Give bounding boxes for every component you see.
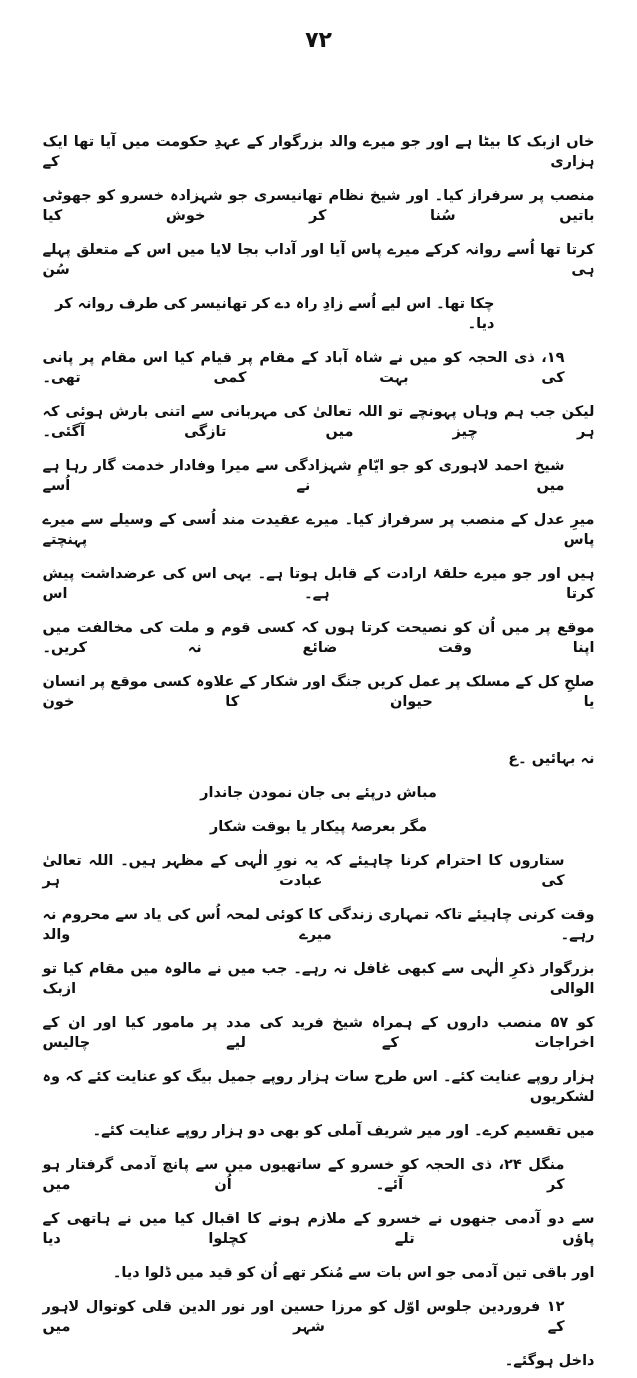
document-page: [43, 0, 595, 1378]
text-line: بزرگوار ذکرِ الٰہی سے کبھی غافل نہ رہے۔ جب میں نے مالوہ میں مقام کیا تو الوالی ازبک: [42, 961, 595, 997]
text-line: شیخ احمد لاہوری کو جو ایّامِ شہزادگی سے میرا وفادار خدمت گار رہا ہے میں نے اُسے: [42, 458, 565, 494]
text-line: ہزار روپے عنایت کئے۔ اس طرح سات ہزار روپے جمیل بیگ کو عنایت کئے کہ وہ لشکریوں: [42, 1069, 595, 1105]
text-line: چکا تھا۔ اس لیے اُسے زادِ راہ دے کر تھانیسر کی طرف روانہ کر دیا۔: [55, 296, 495, 332]
text-line: لیکن جب ہم وہاں پہونچے تو اللہ تعالیٰ کی مہربانی سے اتنی بارش ہوئی کہ ہر چیز میں تازگی آگئی۔: [42, 404, 595, 440]
text-line: کرتا تھا اُسے روانہ کرکے میرے پاس آیا اور آداب بجا لایا میں اس کے متعلق پہلے ہی سُن: [42, 242, 595, 278]
text-line: داخل ہوگئے۔: [504, 1353, 595, 1369]
text-line: ستاروں کا احترام کرنا چاہیئے کہ یہ نورِ الٰہی کے مظہر ہیں۔ اللہ تعالیٰ کی عبادت ہر: [42, 853, 565, 889]
text-line: ہیں اور جو میرے حلقۂ ارادت کے قابل ہوتا ہے۔ یہی اس کی عرضداشت پیش کرتا ہے۔ اس: [42, 566, 595, 602]
text-line: سے دو آدمی جنھوں نے خسرو کے ملازم ہونے کا اقبال کیا میں نے ہاتھی کے پاؤں تلے کچلوا دیا: [42, 1211, 595, 1247]
text-line: منگل ۲۴، ذی الحجہ کو خسرو کے ساتھیوں میں سے پانچ آدمی گرفتار ہو کر آئے۔ اُن میں: [42, 1157, 565, 1193]
text-line: صلحِ کل کے مسلک پر عمل کریں جنگ اور شکار کے علاوہ کسی موقع پر انسان یا حیوان کا خون: [42, 674, 595, 710]
text-line: خاں ازبک کا بیٹا ہے اور جو میرے والد بزرگوار کے عہدِ حکومت میں آیا تھا ایک ہزاری کے: [42, 134, 595, 170]
verse-line: مگر بعرصۂ پیکار یا بوقت شکار: [209, 819, 428, 835]
text-line: وقت کرنی چاہیئے تاکہ تمہاری زندگی کا کوئی لمحہ اُس کی یاد سے محروم نہ رہے۔ میرے والد: [42, 907, 595, 943]
text-line: منصب پر سرفراز کیا۔ اور شیخ نظام تھانیسری جو شہزادہ خسرو کو جھوٹی باتیں سُنا کر خوش کیا: [42, 188, 595, 224]
text-line: نہ بہائیں ۔ع: [508, 751, 595, 767]
text-line: کو ۵۷ منصب داروں کے ہمراہ شیخ فرید کی مدد پر مامور کیا اور ان کے اخراجات کے لیے چالیس: [42, 1015, 595, 1051]
text-line: اور باقی تین آدمی جو اس بات سے مُنکر تھے اُن کو قید میں ڈلوا دیا۔: [112, 1265, 595, 1281]
text-line: میں تقسیم کرے۔ اور میر شریف آملی کو بھی دو ہزار روپے عنایت کئے۔: [92, 1123, 595, 1139]
page-number: ۷۲: [305, 28, 332, 53]
text-line: میرِ عدل کے منصب پر سرفراز کیا۔ میرے عقیدت مند اُسی کے وسیلے سے میرے پاس پہنچتے: [42, 512, 595, 548]
text-line: ۱۲ فروردین جلوس اوّل کو مرزا حسین اور نور الدین قلی کوتوال لاہور کے شہر میں: [42, 1299, 565, 1335]
text-line: ۱۹، ذی الحجہ کو میں نے شاہ آباد کے مقام پر قیام کیا اس مقام پر پانی کی بہت کمی تھی۔: [42, 350, 565, 386]
verse-line: مباش درپئے بی جان نمودن جاندار: [200, 785, 437, 801]
text-line: موقع پر میں اُن کو نصیحت کرتا ہوں کہ کسی قوم و ملت کی مخالفت میں اپنا وقت ضائع نہ کریں۔: [42, 620, 595, 656]
